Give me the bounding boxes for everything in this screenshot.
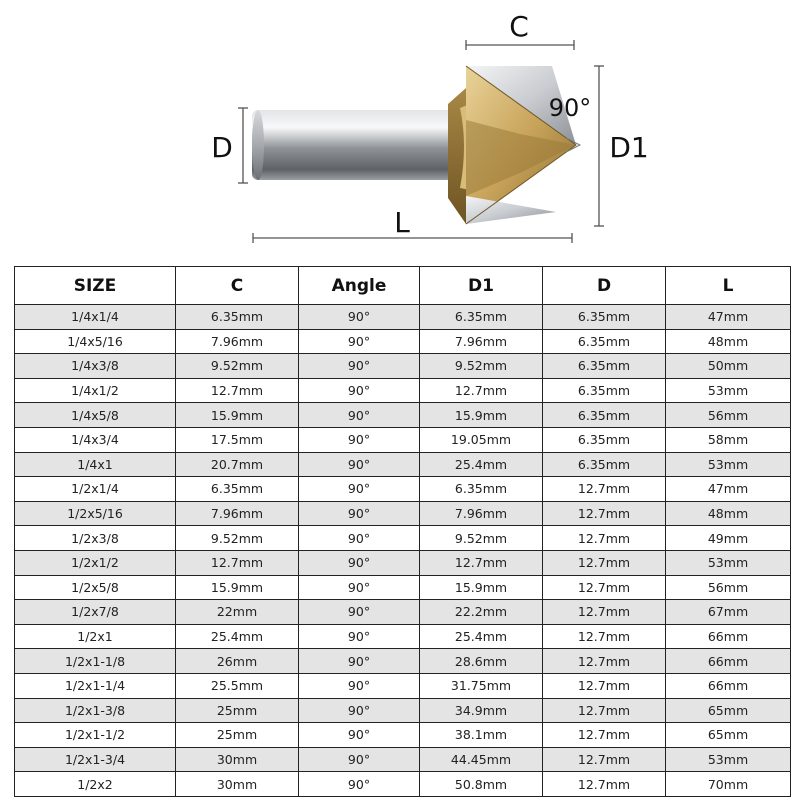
cell-angle: 90° bbox=[299, 600, 420, 625]
cell-angle: 90° bbox=[299, 747, 420, 772]
cell-size: 1/2x1/4 bbox=[15, 477, 176, 502]
cell-size: 1/2x7/8 bbox=[15, 600, 176, 625]
cell-l: 47mm bbox=[666, 305, 791, 330]
cell-d: 6.35mm bbox=[543, 403, 666, 428]
cell-d: 12.7mm bbox=[543, 649, 666, 674]
dimension-l bbox=[253, 233, 572, 243]
dimension-d bbox=[238, 108, 248, 183]
table-row bbox=[15, 723, 791, 748]
cell-l: 50mm bbox=[666, 354, 791, 379]
header-angle: Angle bbox=[299, 267, 420, 305]
cell-l: 66mm bbox=[666, 673, 791, 698]
table-row bbox=[15, 378, 791, 403]
shank bbox=[252, 110, 460, 180]
cell-d1: 38.1mm bbox=[420, 723, 543, 748]
label-d: D bbox=[211, 131, 233, 164]
cell-l: 56mm bbox=[666, 403, 791, 428]
cell-angle: 90° bbox=[299, 329, 420, 354]
header-c: C bbox=[176, 267, 299, 305]
cell-d: 6.35mm bbox=[543, 427, 666, 452]
cell-l: 48mm bbox=[666, 329, 791, 354]
cell-c: 15.9mm bbox=[176, 575, 299, 600]
table-row bbox=[15, 550, 791, 575]
table-row bbox=[15, 698, 791, 723]
cell-d: 12.7mm bbox=[543, 550, 666, 575]
cell-l: 58mm bbox=[666, 427, 791, 452]
cell-size: 1/4x5/8 bbox=[15, 403, 176, 428]
cell-c: 20.7mm bbox=[176, 452, 299, 477]
cell-l: 49mm bbox=[666, 526, 791, 551]
cell-l: 65mm bbox=[666, 723, 791, 748]
cell-l: 66mm bbox=[666, 649, 791, 674]
cell-angle: 90° bbox=[299, 673, 420, 698]
cell-c: 25.4mm bbox=[176, 624, 299, 649]
cutter-body bbox=[448, 66, 576, 224]
cell-d1: 25.4mm bbox=[420, 624, 543, 649]
cell-angle: 90° bbox=[299, 452, 420, 477]
cell-c: 22mm bbox=[176, 600, 299, 625]
cell-c: 7.96mm bbox=[176, 329, 299, 354]
cell-l: 56mm bbox=[666, 575, 791, 600]
table-row bbox=[15, 427, 791, 452]
cell-d1: 15.9mm bbox=[420, 575, 543, 600]
cell-d: 6.35mm bbox=[543, 329, 666, 354]
cell-d1: 12.7mm bbox=[420, 550, 543, 575]
table-row bbox=[15, 403, 791, 428]
cell-l: 53mm bbox=[666, 747, 791, 772]
cell-d1: 15.9mm bbox=[420, 403, 543, 428]
cell-c: 6.35mm bbox=[176, 305, 299, 330]
cell-d1: 6.35mm bbox=[420, 477, 543, 502]
router-bit-diagram bbox=[0, 0, 800, 262]
table-row bbox=[15, 477, 791, 502]
cell-size: 1/4x1/2 bbox=[15, 378, 176, 403]
cell-l: 70mm bbox=[666, 772, 791, 797]
cell-l: 53mm bbox=[666, 550, 791, 575]
header-l: L bbox=[666, 267, 791, 305]
table-row bbox=[15, 526, 791, 551]
cell-c: 15.9mm bbox=[176, 403, 299, 428]
table-row bbox=[15, 600, 791, 625]
cell-size: 1/2x3/8 bbox=[15, 526, 176, 551]
cell-c: 30mm bbox=[176, 772, 299, 797]
cell-c: 25.5mm bbox=[176, 673, 299, 698]
cell-size: 1/4x3/4 bbox=[15, 427, 176, 452]
cell-d: 6.35mm bbox=[543, 452, 666, 477]
cell-d: 12.7mm bbox=[543, 772, 666, 797]
cell-size: 1/2x1-1/4 bbox=[15, 673, 176, 698]
label-l: L bbox=[394, 206, 410, 239]
cell-l: 48mm bbox=[666, 501, 791, 526]
dimension-d1 bbox=[594, 66, 604, 226]
cell-size: 1/2x1/2 bbox=[15, 550, 176, 575]
table-row bbox=[15, 305, 791, 330]
spec-table bbox=[14, 266, 791, 797]
table-row bbox=[15, 452, 791, 477]
cell-c: 30mm bbox=[176, 747, 299, 772]
cell-d: 12.7mm bbox=[543, 747, 666, 772]
cell-c: 12.7mm bbox=[176, 550, 299, 575]
cell-d: 12.7mm bbox=[543, 501, 666, 526]
cell-angle: 90° bbox=[299, 550, 420, 575]
table-row bbox=[15, 575, 791, 600]
header-d: D bbox=[543, 267, 666, 305]
label-c: C bbox=[509, 10, 529, 43]
cell-angle: 90° bbox=[299, 427, 420, 452]
cell-d: 6.35mm bbox=[543, 354, 666, 379]
cell-d: 12.7mm bbox=[543, 526, 666, 551]
cell-c: 26mm bbox=[176, 649, 299, 674]
table-row bbox=[15, 747, 791, 772]
cell-c: 25mm bbox=[176, 698, 299, 723]
cell-l: 47mm bbox=[666, 477, 791, 502]
header-size: SIZE bbox=[15, 267, 176, 305]
table-row bbox=[15, 673, 791, 698]
cell-d1: 28.6mm bbox=[420, 649, 543, 674]
cell-size: 1/2x1 bbox=[15, 624, 176, 649]
table-row bbox=[15, 624, 791, 649]
table-row bbox=[15, 501, 791, 526]
cell-c: 6.35mm bbox=[176, 477, 299, 502]
cell-l: 67mm bbox=[666, 600, 791, 625]
cell-d: 12.7mm bbox=[543, 723, 666, 748]
table-row bbox=[15, 329, 791, 354]
cell-angle: 90° bbox=[299, 772, 420, 797]
cell-d: 12.7mm bbox=[543, 698, 666, 723]
cell-c: 25mm bbox=[176, 723, 299, 748]
cell-c: 17.5mm bbox=[176, 427, 299, 452]
cell-d: 12.7mm bbox=[543, 477, 666, 502]
cell-d1: 50.8mm bbox=[420, 772, 543, 797]
cell-angle: 90° bbox=[299, 354, 420, 379]
cell-c: 9.52mm bbox=[176, 354, 299, 379]
cell-c: 12.7mm bbox=[176, 378, 299, 403]
cell-d1: 12.7mm bbox=[420, 378, 543, 403]
cell-d1: 9.52mm bbox=[420, 526, 543, 551]
cell-size: 1/4x1/4 bbox=[15, 305, 176, 330]
cell-size: 1/4x3/8 bbox=[15, 354, 176, 379]
cell-d1: 19.05mm bbox=[420, 427, 543, 452]
table-row bbox=[15, 649, 791, 674]
cell-size: 1/4x5/16 bbox=[15, 329, 176, 354]
cell-size: 1/2x2 bbox=[15, 772, 176, 797]
cell-d1: 44.45mm bbox=[420, 747, 543, 772]
cell-d: 12.7mm bbox=[543, 624, 666, 649]
cell-l: 66mm bbox=[666, 624, 791, 649]
cell-angle: 90° bbox=[299, 575, 420, 600]
cell-size: 1/2x1-1/2 bbox=[15, 723, 176, 748]
header-d1: D1 bbox=[420, 267, 543, 305]
cell-d1: 6.35mm bbox=[420, 305, 543, 330]
cell-d1: 25.4mm bbox=[420, 452, 543, 477]
cell-size: 1/2x1-1/8 bbox=[15, 649, 176, 674]
cell-d: 12.7mm bbox=[543, 575, 666, 600]
cell-d1: 31.75mm bbox=[420, 673, 543, 698]
label-angle: 90° bbox=[548, 94, 592, 122]
cell-angle: 90° bbox=[299, 526, 420, 551]
cell-d: 12.7mm bbox=[543, 673, 666, 698]
cell-size: 1/2x5/8 bbox=[15, 575, 176, 600]
cell-d1: 22.2mm bbox=[420, 600, 543, 625]
table-row bbox=[15, 354, 791, 379]
cell-d1: 9.52mm bbox=[420, 354, 543, 379]
cell-l: 53mm bbox=[666, 378, 791, 403]
cell-angle: 90° bbox=[299, 305, 420, 330]
cell-l: 65mm bbox=[666, 698, 791, 723]
cell-d: 6.35mm bbox=[543, 378, 666, 403]
table-row bbox=[15, 772, 791, 797]
cell-d: 6.35mm bbox=[543, 305, 666, 330]
header-row bbox=[15, 267, 791, 305]
cell-angle: 90° bbox=[299, 477, 420, 502]
cell-c: 7.96mm bbox=[176, 501, 299, 526]
cell-angle: 90° bbox=[299, 723, 420, 748]
cell-angle: 90° bbox=[299, 624, 420, 649]
cell-size: 1/2x1-3/8 bbox=[15, 698, 176, 723]
cell-size: 1/4x1 bbox=[15, 452, 176, 477]
cell-d: 12.7mm bbox=[543, 600, 666, 625]
cell-c: 9.52mm bbox=[176, 526, 299, 551]
table-body bbox=[15, 305, 791, 797]
cell-size: 1/2x5/16 bbox=[15, 501, 176, 526]
cell-d1: 34.9mm bbox=[420, 698, 543, 723]
cell-angle: 90° bbox=[299, 698, 420, 723]
cell-angle: 90° bbox=[299, 403, 420, 428]
cell-l: 53mm bbox=[666, 452, 791, 477]
label-d1: D1 bbox=[609, 131, 649, 164]
cell-size: 1/2x1-3/4 bbox=[15, 747, 176, 772]
cell-angle: 90° bbox=[299, 378, 420, 403]
cell-angle: 90° bbox=[299, 649, 420, 674]
cell-d1: 7.96mm bbox=[420, 329, 543, 354]
cell-angle: 90° bbox=[299, 501, 420, 526]
cell-d1: 7.96mm bbox=[420, 501, 543, 526]
